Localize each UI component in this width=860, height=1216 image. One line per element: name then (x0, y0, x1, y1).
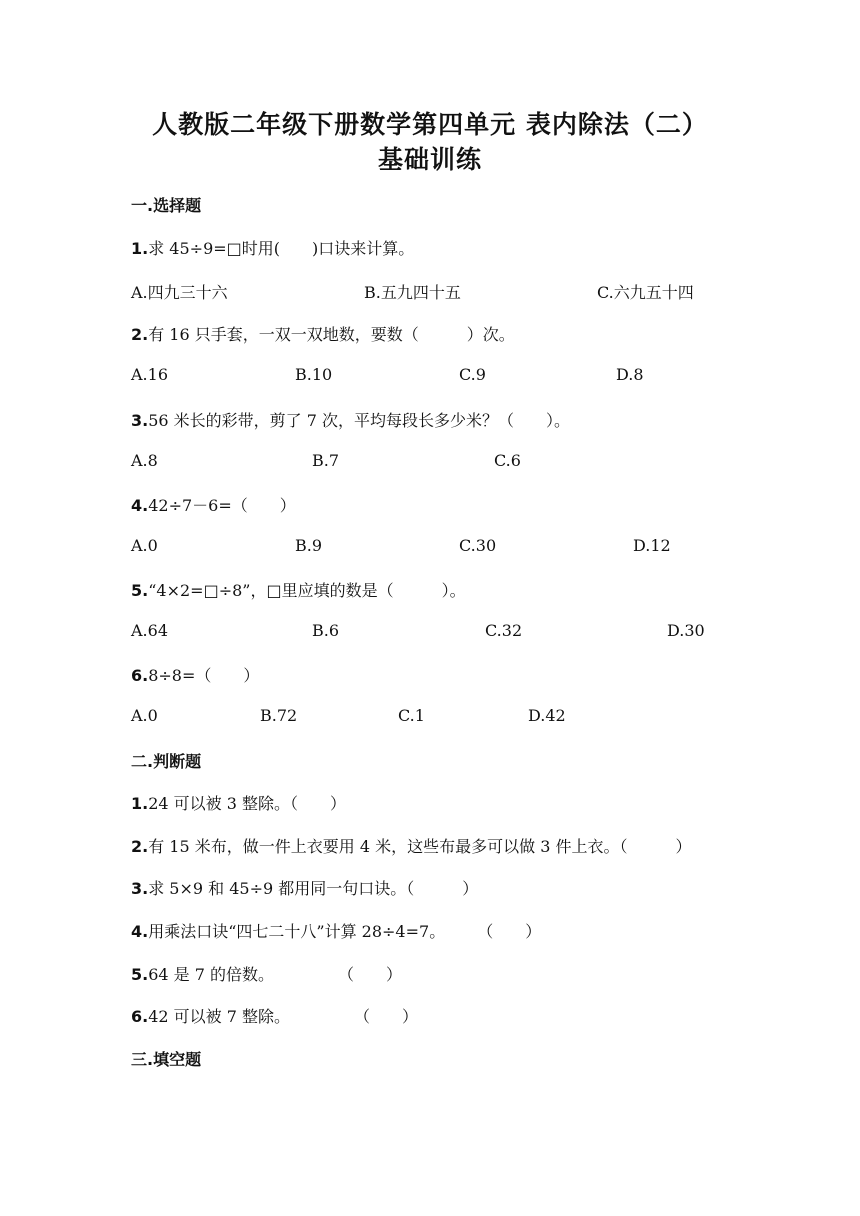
question-number: 5. (131, 965, 149, 984)
option-a: A.四九三十六 (131, 283, 228, 302)
section-heading-fill-in: 三.填空题 (131, 1050, 202, 1069)
option-b: B.9 (295, 536, 323, 555)
question-number: 4. (131, 922, 149, 941)
question-text: 42÷7－6=（ ） (148, 496, 296, 515)
question-1-4 (131, 493, 296, 516)
question-1-1 (131, 236, 414, 259)
option-c: C.32 (485, 621, 523, 640)
question-2-6 (131, 1004, 418, 1027)
question-number: 6. (131, 1007, 149, 1026)
question-number: 3. (131, 411, 149, 430)
question-text: 24 可以被 3 整除。（ ） (148, 794, 347, 813)
question-number: 5. (131, 581, 149, 600)
question-2-4 (131, 919, 541, 942)
option-d: D.8 (616, 365, 644, 384)
option-c: C.1 (398, 706, 425, 725)
option-c: C.6 (494, 451, 521, 470)
question-2-5 (131, 962, 402, 985)
question-2-1 (131, 791, 346, 814)
option-b: B.6 (312, 621, 340, 640)
question-1-2 (131, 322, 515, 345)
question-number: 3. (131, 879, 149, 898)
question-text: “4×2=□÷8”，□里应填的数是（ ）。 (148, 581, 466, 600)
question-number: 1. (131, 794, 149, 813)
option-d: D.30 (667, 621, 705, 640)
option-a: A.0 (131, 706, 158, 725)
question-text: 42 可以被 7 整除。 （ ） (148, 1007, 419, 1026)
question-number: 2. (131, 325, 149, 344)
option-c: C.9 (459, 365, 486, 384)
option-c: C.六九五十四 (597, 283, 694, 302)
section-heading-choice: 一.选择题 (131, 196, 202, 215)
document-subtitle: 基础训练 (377, 145, 482, 174)
question-text: 有 15 米布，做一件上衣要用 4 米，这些布最多可以做 3 件上衣。（ ） (148, 837, 692, 856)
question-text: 求 5×9 和 45÷9 都用同一句口诀。（ ） (148, 879, 479, 898)
question-number: 6. (131, 666, 149, 685)
option-b: B.7 (312, 451, 340, 470)
question-text: 8÷8=（ ） (148, 666, 260, 685)
question-2-3 (131, 876, 478, 899)
section-heading-judgement: 二.判断题 (131, 752, 202, 771)
document-title: 人教版二年级下册数学第四单元 表内除法（二） (152, 110, 708, 139)
question-text: 56 米长的彩带，剪了 7 次，平均每段长多少米？（ ）。 (148, 411, 571, 430)
option-a: A.64 (131, 621, 168, 640)
option-b: B.10 (295, 365, 333, 384)
option-d: D.12 (633, 536, 671, 555)
question-text: 求 45÷9=□时用( )口诀来计算。 (148, 239, 415, 258)
question-1-5 (131, 578, 466, 601)
option-a: A.8 (131, 451, 158, 470)
question-1-3 (131, 408, 570, 431)
question-number: 4. (131, 496, 149, 515)
question-text: 64 是 7 的倍数。 （ ） (148, 965, 403, 984)
question-number: 2. (131, 837, 149, 856)
option-c: C.30 (459, 536, 497, 555)
option-b: B.72 (260, 706, 298, 725)
question-1-6 (131, 663, 259, 686)
option-b: B.五九四十五 (364, 283, 461, 302)
question-number: 1. (131, 239, 149, 258)
option-d: D.42 (528, 706, 566, 725)
question-text: 有 16 只手套，一双一双地数，要数（ ）次。 (148, 325, 515, 344)
question-2-2 (131, 834, 691, 857)
option-a: A.16 (131, 365, 168, 384)
question-text: 用乘法口诀“四七二十八”计算 28÷4=7。 （ ） (148, 922, 542, 941)
option-a: A.0 (131, 536, 158, 555)
